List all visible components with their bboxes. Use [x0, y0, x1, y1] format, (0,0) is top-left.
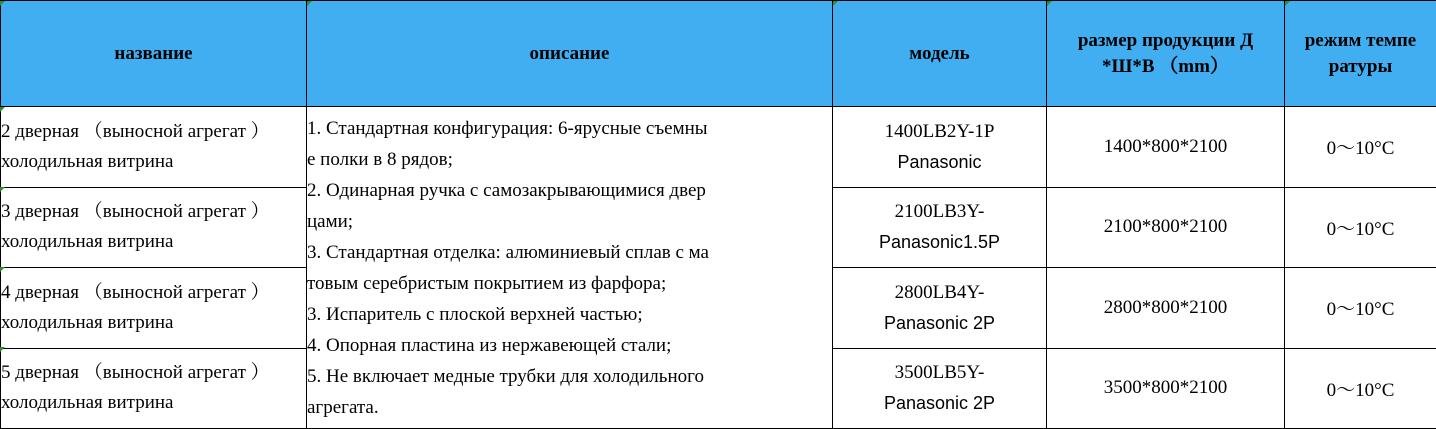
- description-line: агрегата.: [307, 396, 379, 418]
- model-code: 3500LB5Y-: [894, 362, 985, 384]
- cell-marker-icon: [0, 187, 5, 192]
- description-line: 2. Одинарная ручка с самозакрывающимися двер: [307, 179, 706, 201]
- description-line: е полки в 8 рядов;: [307, 148, 453, 170]
- cell-marker-icon: [0, 347, 5, 352]
- model-brand: Panasonic 2P: [883, 312, 996, 333]
- description-line: цами;: [307, 210, 354, 232]
- cell-marker-icon: [0, 267, 5, 272]
- description-line: 3. Стандартная отделка: алюминиевый сплав с ма: [307, 241, 709, 263]
- cell-marker-icon: [1047, 1, 1052, 6]
- product-size: 2100*800*2100: [1047, 187, 1285, 268]
- table-body: [1, 107, 1436, 429]
- description-line: товым серебристым покрытием из фарфора;: [307, 272, 667, 294]
- model-brand: Panasonic: [897, 151, 982, 172]
- description-line: 3. Испаритель с плоской верхней частью;: [307, 303, 643, 325]
- header-description: описание: [307, 1, 833, 107]
- cell-marker-icon: [307, 1, 312, 6]
- product-size: 2800*800*2100: [1047, 268, 1285, 349]
- product-name: 4 дверная （выносной агрегат ）холодильная витрина: [1, 268, 307, 349]
- header-model: модель: [833, 1, 1047, 107]
- product-model: [833, 107, 1047, 188]
- product-model: [833, 268, 1047, 349]
- cell-marker-icon: [1285, 1, 1290, 6]
- header-name: название: [1, 1, 307, 107]
- model-brand: Panasonic1.5P: [878, 232, 1001, 253]
- product-temp: 0～10°C: [1285, 107, 1436, 188]
- cell-marker-icon: [833, 1, 838, 6]
- cell-marker-icon: [0, 1, 5, 6]
- model-code: 2800LB4Y-: [894, 281, 985, 303]
- product-temp: 0～10°C: [1285, 187, 1436, 268]
- model-code: 1400LB2Y-1P: [884, 120, 995, 142]
- table-row: [1, 107, 1436, 188]
- product-temp: 0～10°C: [1285, 268, 1436, 349]
- product-name: 2 дверная （выносной агрегат ）холодильная витрина: [1, 107, 307, 188]
- product-temp: 0～10°C: [1285, 348, 1436, 429]
- description-line: 1. Стандартная конфигурация: 6-ярусные съемны: [307, 117, 708, 139]
- product-size: 1400*800*2100: [1047, 107, 1285, 188]
- description-line: 5. Не включает медные трубки для холодильного: [307, 365, 704, 387]
- cell-marker-icon: [0, 107, 5, 112]
- product-description: [307, 107, 833, 429]
- header-temp: режим темпе ратуры: [1285, 1, 1436, 107]
- product-name: 3 дверная （выносной агрегат ）холодильная витрина: [1, 187, 307, 268]
- table-header: [1, 1, 1436, 107]
- model-code: 2100LB3Y-: [894, 201, 985, 223]
- product-model: [833, 348, 1047, 429]
- product-model: [833, 187, 1047, 268]
- header-size: размер продукции Д *Ш*В （mm）: [1047, 1, 1285, 107]
- product-name: 5 дверная （выносной агрегат ）холодильная витрина: [1, 348, 307, 429]
- header-row: [1, 1, 1436, 107]
- description-line: 4. Опорная пластина из нержавеющей стали;: [307, 334, 672, 356]
- model-brand: Panasonic 2P: [883, 393, 996, 414]
- product-size: 3500*800*2100: [1047, 348, 1285, 429]
